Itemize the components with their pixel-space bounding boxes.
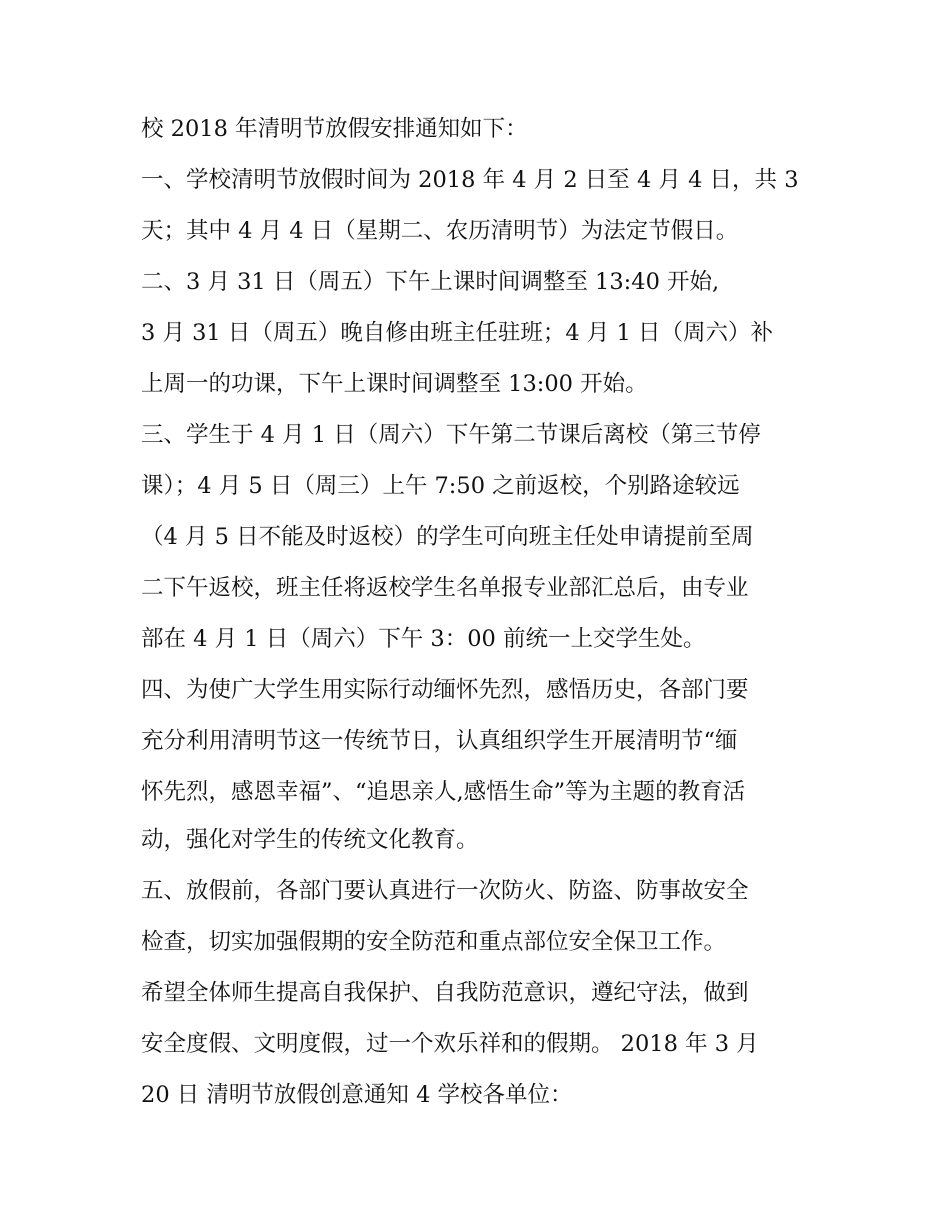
- text-line-2: 一、学校清明节放假时间为 2018 年 4 月 2 日至 4 月 4 日，共 3: [141, 167, 799, 193]
- text-line-19: 安全度假、文明度假，过一个欢乐祥和的假期。 2018 年 3 月: [141, 1031, 759, 1057]
- text-line-5: 3 月 31 日（周五）晚自修由班主任驻班；4 月 1 日（周六）补: [141, 320, 773, 346]
- text-line-11: 部在 4 月 1 日（周六）下午 3：00 前统一上交学生处。: [141, 626, 706, 652]
- text-line-3: 天；其中 4 月 4 日（星期二、农历清明节）为法定节假日。: [141, 218, 739, 244]
- text-line-14: 怀先烈，感恩幸福”、“追思亲人,感悟生命”等为主题的教育活: [141, 779, 746, 805]
- text-line-18: 希望全体师生提高自我保护、自我防范意识，遵纪守法，做到: [141, 980, 749, 1006]
- text-line-16: 五、放假前，各部门要认真进行一次防火、防盗、防事故安全: [141, 878, 749, 904]
- text-line-8: 课）；4 月 5 日（周三）上午 7:50 之前返校，个别路途较远: [141, 473, 740, 499]
- text-line-15: 动，强化对学生的传统文化教育。: [141, 827, 479, 853]
- text-line-1: 校 2018 年清明节放假安排通知如下：: [141, 116, 528, 142]
- text-line-10: 二下午返校，班主任将返校学生名单报专业部汇总后，由专业: [141, 575, 749, 601]
- text-line-20: 20 日 清明节放假创意通知 4 学校各单位：: [141, 1082, 573, 1108]
- text-line-12: 四、为使广大学生用实际行动缅怀先烈，感悟历史，各部门要: [141, 677, 749, 703]
- text-line-9: （4 月 5 日不能及时返校）的学生可向班主任处申请提前至周: [141, 524, 754, 550]
- text-line-6: 上周一的功课，下午上课时间调整至 13:00 开始。: [141, 371, 648, 397]
- text-line-4: 二、3 月 31 日（周五）下午上课时间调整至 13:40 开始,: [141, 269, 720, 295]
- text-line-7: 三、学生于 4 月 1 日（周六）下午第二节课后离校（第三节停: [141, 422, 761, 448]
- text-line-13: 充分利用清明节这一传统节日，认真组织学生开展清明节“缅: [141, 728, 738, 754]
- text-line-17: 检查，切实加强假期的安全防范和重点部位安全保卫工作。: [141, 929, 727, 955]
